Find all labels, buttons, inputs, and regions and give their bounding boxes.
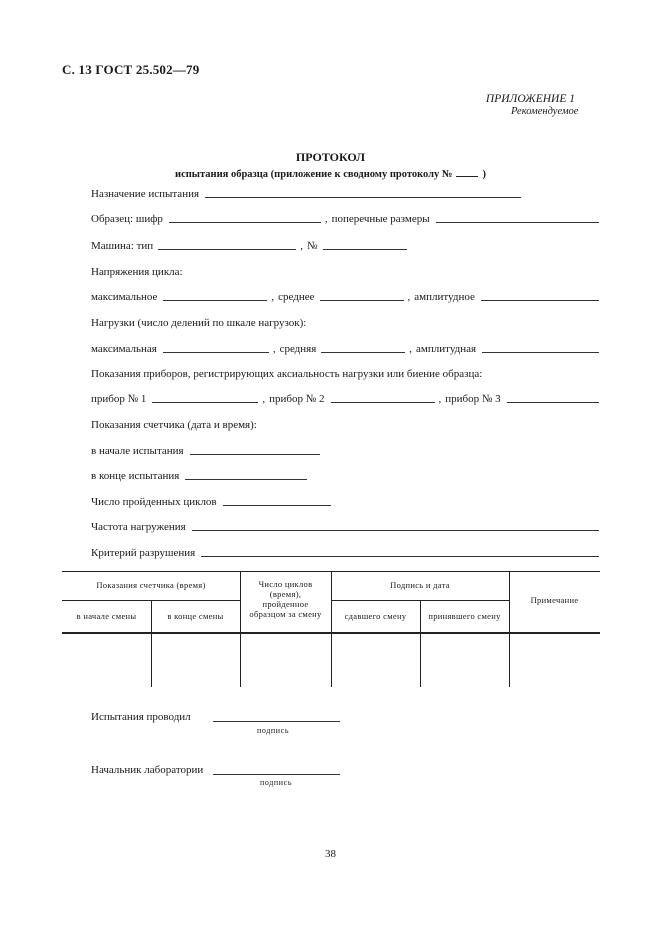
cross-sizes-blank <box>436 212 599 223</box>
tested-by-label: Испытания проводил <box>91 711 191 723</box>
criterion-row <box>91 545 599 559</box>
criterion-label: Критерий разрушения <box>91 547 196 559</box>
stress-amp-blank <box>481 290 599 301</box>
protocol-subtitle-end: ) <box>482 169 486 180</box>
instruments-label: Показания приборов, регистрирующих аксиальность нагрузки или биение образца: <box>91 368 483 380</box>
col-cycles-header <box>240 579 331 619</box>
counter-start-blank <box>190 444 320 455</box>
instrument-3-label: прибор № 3 <box>445 393 501 405</box>
appendix-title: ПРИЛОЖЕНИЕ 1 <box>485 93 575 105</box>
col-counter-start-header: в начале смены <box>76 611 137 621</box>
protocol-number-blank <box>456 166 478 177</box>
loads-row <box>91 315 599 329</box>
protocol-subtitle-text: испытания образца (приложение к сводному протоколу № <box>175 169 453 180</box>
cycles-row <box>91 494 599 508</box>
frequency-blank <box>192 520 599 531</box>
stress-max-label: максимальное <box>91 291 158 303</box>
instrument-values-row: прибор № 1 , прибор № 2 , прибор № 3 <box>91 391 599 405</box>
instrument-2-label: прибор № 2 <box>269 393 325 405</box>
load-amp-label: амплитудная <box>416 343 477 355</box>
col-sign-accepted-header: принявшего смену <box>428 611 501 621</box>
stress-mean-blank <box>320 290 404 301</box>
load-amp-blank <box>482 342 599 353</box>
cross-sizes-label: поперечные размеры <box>331 213 430 225</box>
cycle-stress-row <box>91 264 599 278</box>
instrument-1-blank <box>152 392 258 403</box>
instrument-2-blank <box>331 392 435 403</box>
specimen-code-label: Образец: шифр <box>91 213 163 225</box>
document-header: С. 13 ГОСТ 25.502—79 <box>62 62 200 77</box>
counter-row <box>91 417 599 431</box>
shift-log-table <box>62 571 600 687</box>
purpose-blank <box>205 187 521 198</box>
col-cycles-line-1: Число циклов <box>258 579 313 589</box>
stress-values-row: максимальное , среднее , амплитудное <box>91 289 599 303</box>
cycle-stress-label: Напряжения цикла: <box>91 266 183 278</box>
machine-number-blank <box>323 239 407 250</box>
instrument-1-label: прибор № 1 <box>91 393 147 405</box>
frequency-label: Частота нагружения <box>91 521 186 533</box>
cycles-label: Число пройденных циклов <box>91 496 217 508</box>
col-note-header: Примечание <box>530 595 579 605</box>
appendix-note: Рекомендуемое <box>511 106 579 117</box>
col-sign-header: Подпись и дата <box>390 580 450 590</box>
load-max-blank <box>163 342 269 353</box>
counter-start-row <box>91 443 599 457</box>
col-counter-header: Показания счетчика (время) <box>96 580 206 590</box>
machine-row: Машина: тип , № <box>91 238 599 252</box>
lab-head-signature-caption: подпись <box>260 778 293 787</box>
load-mean-blank <box>321 342 405 353</box>
counter-end-label: в конце испытания <box>91 470 180 482</box>
machine-number-label: № <box>306 240 318 252</box>
lab-head-label: Начальник лаборатории <box>91 764 204 776</box>
page-number: 38 <box>325 848 336 860</box>
specimen-row: Образец: шифр , поперечные размеры <box>91 211 599 225</box>
stress-max-blank <box>163 290 267 301</box>
counter-label: Показания счетчика (дата и время): <box>91 419 257 431</box>
specimen-code-blank <box>169 212 321 223</box>
protocol-title: ПРОТОКОЛ <box>295 150 366 164</box>
machine-type-blank <box>158 239 296 250</box>
instruments-row <box>91 366 599 380</box>
counter-end-row <box>91 468 599 482</box>
frequency-row <box>91 519 599 533</box>
criterion-blank <box>201 546 599 557</box>
col-cycles-line-4: образцом за смену <box>249 609 322 619</box>
cycles-blank <box>223 495 331 506</box>
instrument-3-blank <box>507 392 599 403</box>
load-mean-label: средняя <box>279 343 317 355</box>
tested-by-signature-caption: подпись <box>257 726 290 735</box>
col-cycles-line-2: (время), <box>269 589 302 599</box>
stress-mean-label: среднее <box>278 291 315 303</box>
col-cycles-line-3: пройденное <box>262 599 309 609</box>
load-max-label: максимальная <box>91 343 157 355</box>
load-values-row: максимальная , средняя , амплитудная <box>91 341 599 355</box>
protocol-subtitle <box>0 166 661 180</box>
loads-label: Нагрузки (число делений по шкале нагрузок): <box>91 317 307 329</box>
stress-amp-label: амплитудное <box>414 291 475 303</box>
counter-end-blank <box>185 469 307 480</box>
col-counter-end-header: в конце смены <box>167 611 224 621</box>
table-vline-3 <box>509 571 510 687</box>
col-sign-handed-header: сдавшего смену <box>344 611 407 621</box>
tested-by-signature-line <box>213 720 340 722</box>
counter-start-label: в начале испытания <box>91 445 184 457</box>
lab-head-signature-line <box>213 773 340 775</box>
purpose-label: Назначение испытания <box>91 188 200 200</box>
machine-type-label: Машина: тип <box>91 240 154 252</box>
purpose-row <box>91 186 599 200</box>
